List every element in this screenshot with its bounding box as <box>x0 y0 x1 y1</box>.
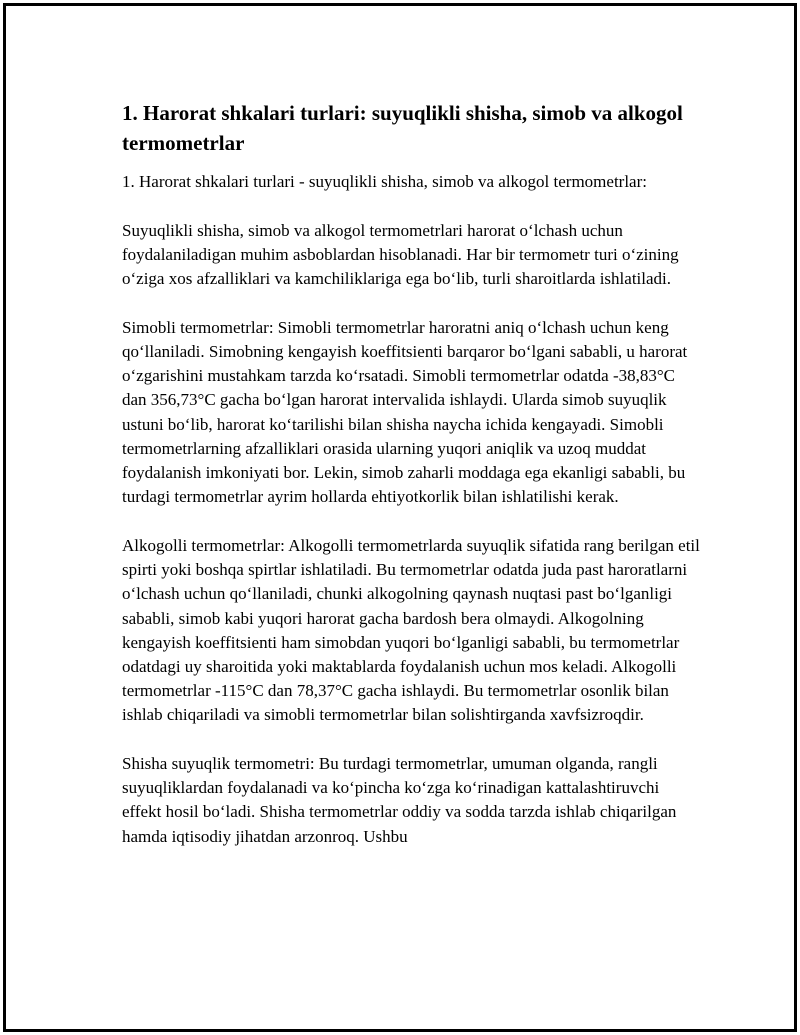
paragraph-alcohol-thermometers: Alkogolli termometrlar: Alkogolli termometrlarda suyuqlik sifatida rang berilgan etil spirti yoki boshqa spirtlar ishlatiladi. Bu termometrlar odatda juda past haroratlarni o‘lchash uchun qo‘llaniladi, chunki alkogolning qaynash nuqtasi past bo‘lganligi sababli, simob kabi yuqori harorat gacha bardosh bera olmaydi. Alkogolning kengayish koeffitsienti ham simobdan yuqori bo‘lganligi sababli, bu termometrlar odatdagi uy sharoitida yoki maktablarda foydalanish uchun mos keladi. Alkogolli termometrlar -115°C dan 78,37°C gacha ishlaydi. Bu termometrlar osonlik bilan ishlab chiqariladi va simobli termometrlar bilan solishtirganda xavfsizroqdir. <box>122 535 700 725</box>
page-frame <box>3 3 797 1032</box>
paragraph-glass-liquid-thermometer: Shisha suyuqlik termometri: Bu turdagi termometrlar, umuman olganda, rangli suyuqliklardan foydalanadi va ko‘pincha ko‘zga ko‘rinadigan kattalashtiruvchi effekt hosil bo‘ladi. Shisha termometrlar oddiy va sodda tarzda ishlab chiqarilgan hamda iqtisodiy jihatdan arzonroq. Ushbu <box>122 754 677 846</box>
document-title: 1. Harorat shkalari turlari: suyuqlikli shisha, simob va alkogol termometrlar <box>122 101 683 155</box>
document-body <box>122 98 702 873</box>
paragraph-overview: Suyuqlikli shisha, simob va alkogol termometrlari harorat o‘lchash uchun foydalaniladigan muhim asboblardan hisoblanadi. Har bir termometr turi o‘zining o‘ziga xos afzalliklari va kamchiliklariga ega bo‘lib, turli sharoitlarda ishlatiladi. <box>122 220 679 289</box>
paragraph-intro-heading: 1. Harorat shkalari turlari - suyuqlikli shisha, simob va alkogol termometrlar: <box>122 172 647 191</box>
paragraph-mercury-thermometers: Simobli termometrlar: Simobli termometrlar haroratni aniq o‘lchash uchun keng qo‘llaniladi. Simobning kengayish koeffitsienti barqaror bo‘lgani sababli, u harorat o‘zgarishini mustahkam tarzda ko‘rsatadi. Simobli termometrlar odatda -38,83°C dan 356,73°C gacha bo‘lgan harorat intervalida ishlaydi. Ularda simob suyuqlik ustuni bo‘lib, harorat ko‘tarilishi bilan shisha naycha ichida kengayadi. Simobli termometrlarning afzalliklari orasida ularning yuqori aniqlik va uzoq muddat foydalanish imkoniyati bor. Lekin, simob zaharli moddaga ega ekanligi sababli, bu turdagi termometrlar ayrim hollarda ehtiyotkorlik bilan ishlatilishi kerak. <box>122 317 688 507</box>
